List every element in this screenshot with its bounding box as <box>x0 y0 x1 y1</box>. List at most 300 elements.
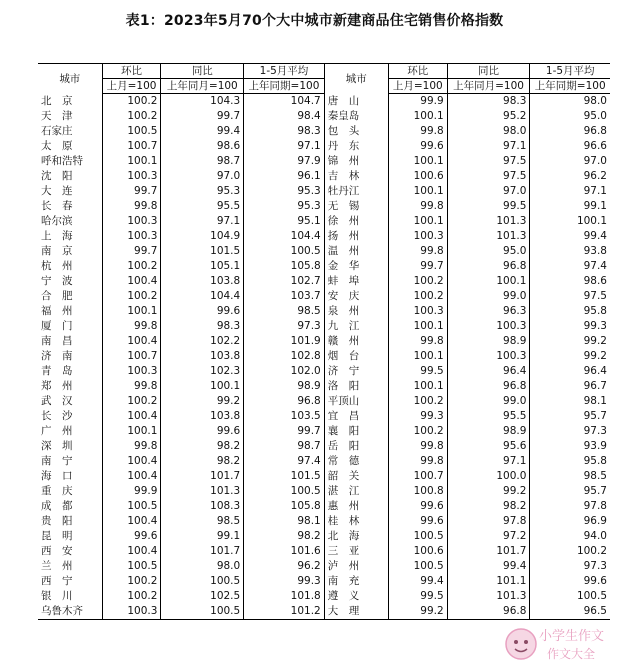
cell-yoy-right: 95.6 <box>447 439 530 454</box>
cell-yoy-right: 97.1 <box>447 139 530 154</box>
cell-yoy-left: 100.5 <box>161 574 244 589</box>
cell-ytd-left: 104.4 <box>244 229 325 244</box>
table-row <box>38 304 610 319</box>
cell-ytd-right: 96.7 <box>530 379 610 394</box>
cell-city-right: 秦皇岛 <box>324 109 388 124</box>
cell-ytd-right: 98.0 <box>530 94 610 110</box>
cell-yoy-left: 97.0 <box>161 169 244 184</box>
header-mom-right: 环比 <box>388 64 447 79</box>
cell-mom-left: 100.3 <box>102 229 161 244</box>
cell-city-left: 杭 州 <box>41 260 73 273</box>
cell-ytd-left: 95.1 <box>244 214 325 229</box>
cell-yoy-left: 95.3 <box>161 184 244 199</box>
table-row <box>38 124 610 139</box>
cell-ytd-left: 97.1 <box>244 139 325 154</box>
cell-ytd-left: 95.3 <box>244 184 325 199</box>
cell-city-right: 宜 昌 <box>324 409 388 424</box>
cell-city-right: 无 锡 <box>324 199 388 214</box>
cell-city-right: 遵 义 <box>324 589 388 604</box>
cell-yoy-right: 96.8 <box>447 379 530 394</box>
cell-mom-right: 99.6 <box>388 499 447 514</box>
cell-city-right: 烟 台 <box>324 349 388 364</box>
table-row <box>38 349 610 364</box>
cell-yoy-right: 97.5 <box>447 154 530 169</box>
cell-city-right: 湛 江 <box>324 484 388 499</box>
cell-city-left: 西 宁 <box>41 575 73 588</box>
cell-city-left: 大 连 <box>41 185 73 198</box>
cell-ytd-left: 101.9 <box>244 334 325 349</box>
table-row <box>38 244 610 259</box>
cell-yoy-right: 99.2 <box>447 484 530 499</box>
header-ytd-sub-left: 上年同期=100 <box>244 79 325 94</box>
cell-yoy-left: 105.1 <box>161 259 244 274</box>
cell-yoy-left: 97.1 <box>161 214 244 229</box>
cell-ytd-right: 99.2 <box>530 334 610 349</box>
cell-ytd-right: 97.8 <box>530 499 610 514</box>
cell-mom-left: 99.8 <box>102 199 161 214</box>
table-row <box>38 394 610 409</box>
cell-yoy-left: 101.7 <box>161 544 244 559</box>
cell-yoy-right: 98.9 <box>447 334 530 349</box>
cell-ytd-left: 101.6 <box>244 544 325 559</box>
table-row <box>38 589 610 604</box>
table-row <box>38 409 610 424</box>
watermark-subtext: 作文大全 <box>547 647 596 661</box>
cell-yoy-left: 101.3 <box>161 484 244 499</box>
cell-yoy-left: 100.5 <box>161 604 244 620</box>
cell-mom-left: 100.4 <box>102 334 161 349</box>
cell-mom-left: 100.2 <box>102 109 161 124</box>
cell-city-left: 石家庄 <box>41 125 73 138</box>
cell-city-left: 银 川 <box>41 590 73 603</box>
cell-city-right: 岳 阳 <box>324 439 388 454</box>
cell-city-right: 泸 州 <box>324 559 388 574</box>
cell-city-left: 天 津 <box>41 110 73 123</box>
cell-mom-right: 99.8 <box>388 454 447 469</box>
cell-city-left: 宁 波 <box>41 275 73 288</box>
cell-city-right: 洛 阳 <box>324 379 388 394</box>
table-row <box>38 454 610 469</box>
cell-city-left: 西 安 <box>41 545 73 558</box>
cell-yoy-right: 100.3 <box>447 349 530 364</box>
cell-mom-left: 100.1 <box>102 154 161 169</box>
cell-mom-right: 100.2 <box>388 394 447 409</box>
cell-mom-right: 100.3 <box>388 229 447 244</box>
cell-ytd-left: 96.8 <box>244 394 325 409</box>
cell-city-right: 包 头 <box>324 124 388 139</box>
cell-ytd-left: 103.7 <box>244 289 325 304</box>
cell-ytd-left: 98.7 <box>244 439 325 454</box>
cell-yoy-right: 96.8 <box>447 259 530 274</box>
cell-ytd-left: 102.0 <box>244 364 325 379</box>
cell-mom-right: 100.1 <box>388 154 447 169</box>
cell-mom-left: 100.4 <box>102 514 161 529</box>
cell-ytd-right: 97.1 <box>530 184 610 199</box>
cell-ytd-right: 96.8 <box>530 124 610 139</box>
cell-city-right: 蚌 埠 <box>324 274 388 289</box>
cell-city-right: 牡丹江 <box>324 184 388 199</box>
cell-mom-right: 99.9 <box>388 94 447 110</box>
cell-ytd-right: 98.6 <box>530 274 610 289</box>
cell-city-left: 昆 明 <box>41 530 73 543</box>
table-row <box>38 259 610 274</box>
cell-mom-right: 100.1 <box>388 214 447 229</box>
cell-city-right: 吉 林 <box>324 169 388 184</box>
table-row <box>38 559 610 574</box>
cell-ytd-right: 98.5 <box>530 469 610 484</box>
table-row <box>38 469 610 484</box>
cell-yoy-left: 99.4 <box>161 124 244 139</box>
cell-yoy-right: 95.2 <box>447 109 530 124</box>
cell-mom-left: 99.7 <box>102 244 161 259</box>
cell-mom-right: 99.4 <box>388 574 447 589</box>
cell-city-right: 唐 山 <box>324 94 388 110</box>
cell-yoy-left: 104.9 <box>161 229 244 244</box>
cell-city-left: 南 宁 <box>41 455 73 468</box>
cell-ytd-right: 100.1 <box>530 214 610 229</box>
cell-city-right: 扬 州 <box>324 229 388 244</box>
cell-city-right: 常 德 <box>324 454 388 469</box>
cell-mom-left: 100.5 <box>102 559 161 574</box>
cell-mom-right: 100.2 <box>388 289 447 304</box>
cell-city-left: 长 春 <box>41 200 73 213</box>
table-row <box>38 364 610 379</box>
table-row <box>38 229 610 244</box>
cell-yoy-right: 96.4 <box>447 364 530 379</box>
header-city-left: 城市 <box>38 64 102 94</box>
table-row <box>38 379 610 394</box>
cell-ytd-right: 97.4 <box>530 259 610 274</box>
cell-city-right: 襄 阳 <box>324 424 388 439</box>
header-yoy-sub-right: 上年同月=100 <box>447 79 530 94</box>
cell-mom-right: 100.6 <box>388 544 447 559</box>
cartoon-mascot-icon <box>506 629 536 659</box>
cell-mom-left: 99.7 <box>102 184 161 199</box>
cell-ytd-left: 98.9 <box>244 379 325 394</box>
cell-yoy-right: 97.1 <box>447 454 530 469</box>
table-row <box>38 139 610 154</box>
cell-city-right: 济 宁 <box>324 364 388 379</box>
header-mom-sub-right: 上月=100 <box>388 79 447 94</box>
cell-ytd-right: 95.7 <box>530 484 610 499</box>
table-row <box>38 184 610 199</box>
cell-yoy-right: 97.0 <box>447 184 530 199</box>
cell-mom-right: 99.5 <box>388 589 447 604</box>
cell-city-left: 武 汉 <box>41 395 73 408</box>
cell-ytd-right: 97.0 <box>530 154 610 169</box>
cell-mom-right: 99.7 <box>388 259 447 274</box>
cell-ytd-left: 103.5 <box>244 409 325 424</box>
cell-city-left: 郑 州 <box>41 380 73 393</box>
table-row <box>38 274 610 289</box>
cell-ytd-right: 93.9 <box>530 439 610 454</box>
cell-mom-right: 99.6 <box>388 514 447 529</box>
cell-city-left: 福 州 <box>41 305 73 318</box>
cell-yoy-right: 101.1 <box>447 574 530 589</box>
cell-mom-left: 100.2 <box>102 589 161 604</box>
cell-yoy-right: 97.5 <box>447 169 530 184</box>
cell-yoy-left: 103.8 <box>161 349 244 364</box>
cell-yoy-left: 104.4 <box>161 289 244 304</box>
cell-city-left: 厦 门 <box>41 320 73 333</box>
cell-city-left: 重 庆 <box>41 485 73 498</box>
cell-ytd-left: 105.8 <box>244 499 325 514</box>
cell-city-right: 徐 州 <box>324 214 388 229</box>
cell-city-right: 三 亚 <box>324 544 388 559</box>
cell-city-left: 海 口 <box>41 470 73 483</box>
table-row <box>38 514 610 529</box>
cell-ytd-right: 99.1 <box>530 199 610 214</box>
cell-city-left: 沈 阳 <box>41 170 73 183</box>
cell-ytd-left: 105.8 <box>244 259 325 274</box>
header-ytd-right: 1-5月平均 <box>530 64 610 79</box>
cell-city-right: 惠 州 <box>324 499 388 514</box>
cell-mom-right: 99.8 <box>388 124 447 139</box>
cell-city-left: 贵 阳 <box>41 515 73 528</box>
cell-mom-left: 100.4 <box>102 469 161 484</box>
cell-ytd-left: 95.3 <box>244 199 325 214</box>
cell-mom-left: 100.2 <box>102 574 161 589</box>
table-row <box>38 484 610 499</box>
cell-city-left: 济 南 <box>41 350 73 363</box>
cell-ytd-left: 99.7 <box>244 424 325 439</box>
price-index-table <box>38 63 610 620</box>
cell-yoy-left: 101.7 <box>161 469 244 484</box>
table-row <box>38 109 610 124</box>
cell-mom-left: 100.4 <box>102 454 161 469</box>
cell-mom-right: 100.1 <box>388 319 447 334</box>
cell-yoy-right: 100.1 <box>447 274 530 289</box>
cell-ytd-left: 98.4 <box>244 109 325 124</box>
cell-mom-right: 100.1 <box>388 109 447 124</box>
cell-yoy-left: 98.7 <box>161 154 244 169</box>
cell-yoy-right: 101.3 <box>447 214 530 229</box>
cell-yoy-right: 96.3 <box>447 304 530 319</box>
table-row <box>38 214 610 229</box>
watermark-text: 小学生作文 <box>539 629 605 644</box>
cell-mom-right: 100.1 <box>388 349 447 364</box>
cell-ytd-right: 97.3 <box>530 424 610 439</box>
cell-yoy-left: 98.0 <box>161 559 244 574</box>
cell-yoy-right: 98.3 <box>447 94 530 110</box>
cell-mom-right: 100.2 <box>388 424 447 439</box>
table-row <box>38 319 610 334</box>
cell-city-left: 长 沙 <box>41 410 73 423</box>
cell-mom-right: 100.2 <box>388 274 447 289</box>
cell-city-left: 兰 州 <box>41 560 73 573</box>
cell-yoy-right: 101.3 <box>447 229 530 244</box>
cell-mom-right: 100.5 <box>388 529 447 544</box>
cell-mom-left: 100.2 <box>102 394 161 409</box>
cell-ytd-left: 98.3 <box>244 124 325 139</box>
cell-mom-left: 100.3 <box>102 169 161 184</box>
cell-city-right: 桂 林 <box>324 514 388 529</box>
cell-ytd-right: 99.2 <box>530 349 610 364</box>
cell-yoy-right: 99.0 <box>447 394 530 409</box>
cell-city-right: 九 江 <box>324 319 388 334</box>
cell-ytd-right: 96.5 <box>530 604 610 620</box>
cell-city-left: 深 圳 <box>41 440 73 453</box>
table-row <box>38 289 610 304</box>
cell-mom-left: 100.2 <box>102 259 161 274</box>
cell-ytd-left: 96.2 <box>244 559 325 574</box>
cell-mom-left: 99.8 <box>102 439 161 454</box>
cell-mom-right: 100.5 <box>388 559 447 574</box>
cell-ytd-left: 101.2 <box>244 604 325 620</box>
cell-city-right: 韶 关 <box>324 469 388 484</box>
cell-mom-left: 100.7 <box>102 139 161 154</box>
cell-ytd-right: 97.3 <box>530 559 610 574</box>
cell-ytd-right: 96.6 <box>530 139 610 154</box>
cell-mom-right: 100.1 <box>388 184 447 199</box>
watermark-logo <box>503 618 623 666</box>
cell-city-right: 金 华 <box>324 259 388 274</box>
header-yoy-left: 同比 <box>161 64 244 79</box>
table-row <box>38 499 610 514</box>
cell-ytd-right: 96.4 <box>530 364 610 379</box>
table-row <box>38 94 610 110</box>
table-row <box>38 154 610 169</box>
cell-yoy-left: 99.6 <box>161 304 244 319</box>
cell-city-left: 呼和浩特 <box>41 155 83 168</box>
header-ytd-left: 1-5月平均 <box>244 64 325 79</box>
cell-yoy-right: 99.0 <box>447 289 530 304</box>
cell-ytd-left: 98.5 <box>244 304 325 319</box>
cell-mom-left: 100.4 <box>102 409 161 424</box>
cell-mom-right: 99.8 <box>388 334 447 349</box>
cell-yoy-left: 98.2 <box>161 454 244 469</box>
header-mom-sub-left: 上月=100 <box>102 79 161 94</box>
cell-ytd-right: 99.4 <box>530 229 610 244</box>
cell-ytd-right: 100.2 <box>530 544 610 559</box>
cell-yoy-right: 95.5 <box>447 409 530 424</box>
cell-ytd-left: 97.9 <box>244 154 325 169</box>
cell-ytd-left: 101.8 <box>244 589 325 604</box>
cell-mom-left: 100.3 <box>102 214 161 229</box>
cell-ytd-right: 97.5 <box>530 289 610 304</box>
cell-yoy-right: 97.2 <box>447 529 530 544</box>
table-row <box>38 169 610 184</box>
table-title: 表1：2023年5月70个大中城市新建商品住宅销售价格指数 <box>125 13 504 29</box>
cell-city-right: 平顶山 <box>324 394 388 409</box>
cell-city-left: 太 原 <box>41 140 73 153</box>
cell-city-left: 广 州 <box>41 425 73 438</box>
cell-yoy-left: 102.2 <box>161 334 244 349</box>
cell-mom-left: 100.3 <box>102 604 161 620</box>
cell-yoy-right: 95.0 <box>447 244 530 259</box>
cell-ytd-left: 104.7 <box>244 94 325 110</box>
cell-city-right: 大 理 <box>324 604 388 620</box>
cell-city-left: 成 都 <box>41 500 73 513</box>
cell-ytd-right: 99.6 <box>530 574 610 589</box>
cell-ytd-left: 98.1 <box>244 514 325 529</box>
cell-mom-left: 100.7 <box>102 349 161 364</box>
cell-mom-left: 100.2 <box>102 289 161 304</box>
cell-mom-right: 100.3 <box>388 304 447 319</box>
cell-city-right: 温 州 <box>324 244 388 259</box>
cell-city-right: 丹 东 <box>324 139 388 154</box>
cell-yoy-right: 100.0 <box>447 469 530 484</box>
cell-ytd-left: 102.8 <box>244 349 325 364</box>
cell-mom-right: 99.3 <box>388 409 447 424</box>
cell-city-right: 北 海 <box>324 529 388 544</box>
cell-mom-right: 100.8 <box>388 484 447 499</box>
cell-mom-left: 99.8 <box>102 379 161 394</box>
cell-city-right: 泉 州 <box>324 304 388 319</box>
cell-yoy-right: 100.3 <box>447 319 530 334</box>
table-row <box>38 529 610 544</box>
cell-mom-right: 99.6 <box>388 139 447 154</box>
cell-ytd-right: 99.3 <box>530 319 610 334</box>
table-row <box>38 424 610 439</box>
cell-mom-left: 100.1 <box>102 424 161 439</box>
cell-ytd-right: 93.8 <box>530 244 610 259</box>
cell-mom-right: 99.2 <box>388 604 447 620</box>
cell-yoy-right: 98.9 <box>447 424 530 439</box>
cell-ytd-right: 96.9 <box>530 514 610 529</box>
cell-mom-left: 100.3 <box>102 364 161 379</box>
cell-ytd-left: 99.3 <box>244 574 325 589</box>
cell-city-right: 锦 州 <box>324 154 388 169</box>
cell-ytd-right: 98.1 <box>530 394 610 409</box>
cell-mom-right: 99.5 <box>388 364 447 379</box>
cell-mom-left: 99.8 <box>102 319 161 334</box>
cell-yoy-left: 99.6 <box>161 424 244 439</box>
cell-city-left: 南 京 <box>41 245 73 258</box>
cell-ytd-left: 101.5 <box>244 469 325 484</box>
cell-ytd-right: 95.0 <box>530 109 610 124</box>
cell-yoy-left: 104.3 <box>161 94 244 110</box>
header-ytd-sub-right: 上年同期=100 <box>530 79 610 94</box>
cell-ytd-left: 96.1 <box>244 169 325 184</box>
cell-yoy-left: 101.5 <box>161 244 244 259</box>
header-city-right: 城市 <box>324 64 388 94</box>
cell-mom-left: 100.5 <box>102 499 161 514</box>
cell-yoy-left: 100.1 <box>161 379 244 394</box>
cell-yoy-left: 99.1 <box>161 529 244 544</box>
cell-mom-left: 100.5 <box>102 124 161 139</box>
cell-ytd-right: 96.2 <box>530 169 610 184</box>
table-row <box>38 334 610 349</box>
cell-city-left: 南 昌 <box>41 335 73 348</box>
cell-yoy-left: 98.2 <box>161 439 244 454</box>
cell-yoy-left: 103.8 <box>161 409 244 424</box>
cell-yoy-right: 98.2 <box>447 499 530 514</box>
cell-yoy-left: 102.5 <box>161 589 244 604</box>
cell-yoy-left: 103.8 <box>161 274 244 289</box>
cell-ytd-left: 97.4 <box>244 454 325 469</box>
cell-ytd-right: 95.8 <box>530 304 610 319</box>
cell-city-left: 哈尔滨 <box>41 215 73 228</box>
cell-mom-right: 99.8 <box>388 199 447 214</box>
cell-mom-left: 99.9 <box>102 484 161 499</box>
cell-city-left: 上 海 <box>41 230 73 243</box>
header-yoy-sub-left: 上年同月=100 <box>161 79 244 94</box>
cell-mom-right: 100.1 <box>388 379 447 394</box>
cell-mom-left: 100.4 <box>102 544 161 559</box>
cell-yoy-left: 98.3 <box>161 319 244 334</box>
cell-ytd-left: 102.7 <box>244 274 325 289</box>
cell-city-right: 南 充 <box>324 574 388 589</box>
cell-yoy-right: 101.3 <box>447 589 530 604</box>
cell-city-right: 赣 州 <box>324 334 388 349</box>
cell-yoy-left: 108.3 <box>161 499 244 514</box>
cell-ytd-left: 100.5 <box>244 484 325 499</box>
cell-ytd-left: 97.3 <box>244 319 325 334</box>
cell-yoy-left: 98.5 <box>161 514 244 529</box>
cell-yoy-right: 97.8 <box>447 514 530 529</box>
cell-yoy-left: 95.5 <box>161 199 244 214</box>
